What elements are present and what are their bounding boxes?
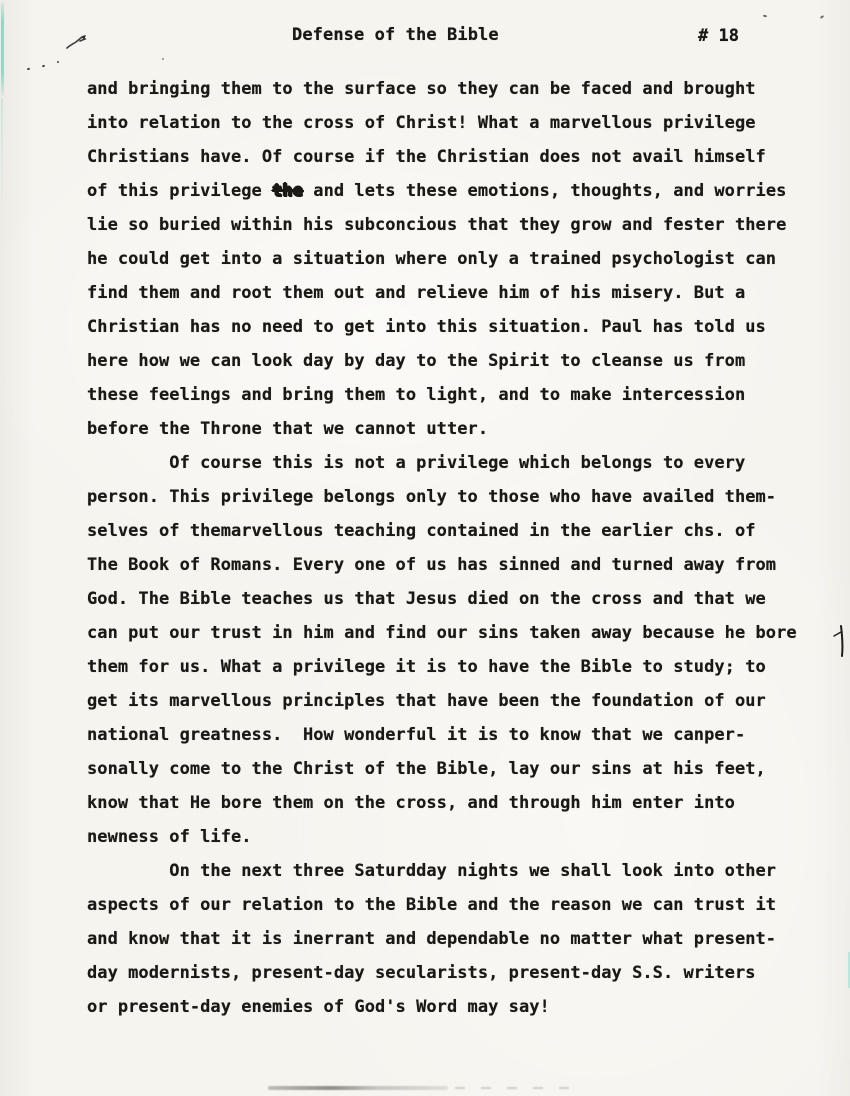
page-number: # 18 bbox=[698, 26, 739, 46]
scan-edge-artifact-fade bbox=[1, 98, 3, 213]
pencil-dot bbox=[27, 68, 31, 71]
text-line: day modernists, present-day secularists, present-day S.S. writers bbox=[87, 963, 756, 983]
text-line: of this privilege the and lets these emotions, thoughts, and worries bbox=[87, 181, 787, 201]
text-line: find them and root them out and relieve him of his misery. But a bbox=[87, 283, 746, 303]
text-line: Christians have. Of course if the Christian does not avail himself bbox=[87, 147, 766, 167]
pencil-dot bbox=[763, 15, 767, 18]
text-line: these feelings and bring them to light, and to make intercession bbox=[87, 385, 746, 405]
text-line: get its marvellous principles that have been the foundation of our bbox=[87, 691, 766, 711]
text-line: here how we can look day by day to the Spirit to cleanse us from bbox=[87, 351, 746, 371]
text-line: he could get into a situation where only a trained psychologist can bbox=[87, 249, 777, 269]
pen-mark-right-margin bbox=[831, 622, 847, 666]
pencil-dot bbox=[820, 15, 824, 19]
text-line: person. This privilege belongs only to those who have availed them- bbox=[87, 487, 777, 507]
page-title: Defense of the Bible bbox=[292, 25, 499, 45]
text-line: newness of life. bbox=[87, 827, 252, 847]
text-line: lie so buried within his subconcious that they grow and fester there bbox=[87, 215, 787, 235]
text-line: aspects of our relation to the Bible and the reason we can trust it bbox=[87, 895, 777, 915]
text-line: before the Throne that we cannot utter. bbox=[87, 419, 489, 439]
text-line: God. The Bible teaches us that Jesus died on the cross and that we bbox=[87, 589, 766, 609]
smudge-bottom bbox=[268, 1086, 448, 1090]
text-line: Of course this is not a privilege which belongs to every bbox=[87, 453, 746, 473]
pencil-dot bbox=[162, 58, 165, 61]
text-line: selves of themarvellous teaching contained in the earlier chs. of bbox=[87, 521, 756, 541]
text-line: can put our trust in him and find our sins taken away because he bore bbox=[87, 623, 797, 643]
text-line: into relation to the cross of Christ! What a marvellous privilege bbox=[87, 113, 756, 133]
overstruck-word: the bbox=[272, 181, 303, 201]
document-body bbox=[87, 72, 827, 1024]
scan-edge-artifact bbox=[1, 2, 4, 96]
text-line: and bringing them to the surface so they can be faced and brought bbox=[87, 79, 756, 99]
text-line: sonally come to the Christ of the Bible, lay our sins at his feet, bbox=[87, 759, 766, 779]
text-line: The Book of Romans. Every one of us has sinned and turned away from bbox=[87, 555, 777, 575]
text-line: or present-day enemies of God's Word may say! bbox=[87, 997, 550, 1017]
text-line: and know that it is inerrant and dependable no matter what present- bbox=[87, 929, 777, 949]
text-line: national greatness. How wonderful it is to know that we canper- bbox=[87, 725, 746, 745]
text-line: them for us. What a privilege it is to have the Bible to study; to bbox=[87, 657, 766, 677]
pencil-dot bbox=[57, 61, 60, 64]
smudge-bottom-tail bbox=[455, 1087, 585, 1089]
pencil-mark-squiggle bbox=[63, 32, 91, 56]
text-line: Christian has no need to get into this situation. Paul has told us bbox=[87, 317, 766, 337]
pencil-dot bbox=[42, 65, 46, 68]
text-line: On the next three Saturdday nights we shall look into other bbox=[87, 861, 777, 881]
text-line: know that He bore them on the cross, and through him enter into bbox=[87, 793, 735, 813]
